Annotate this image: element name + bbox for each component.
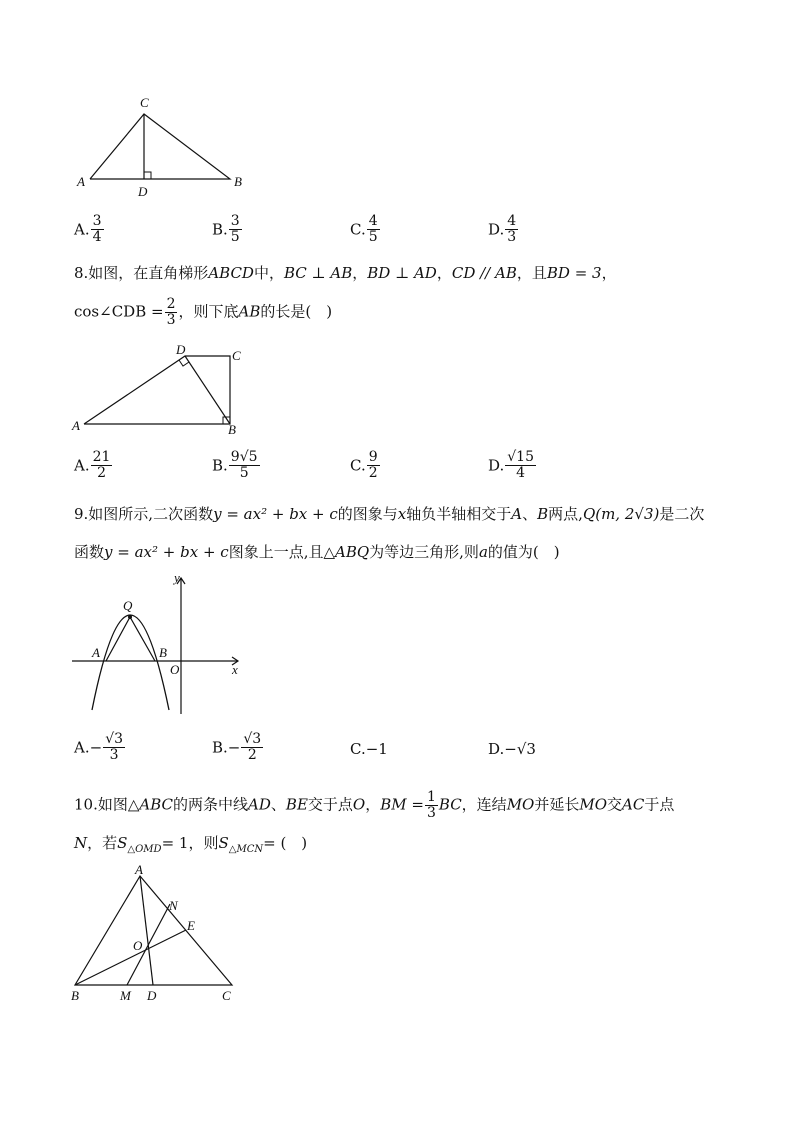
label-n: N [169,898,178,913]
q8-option-c[interactable]: C. $\frac{9}{2}$ [350,449,378,481]
q9-option-c[interactable]: C.−1 [350,740,388,758]
q9-line1: 9.如图所示,二次函数y = ax² + bx + c的图象与x轴负半轴相交于A、B两点,Q(m, 2√3)是二次 [74,505,705,523]
label-m: M [120,988,131,1003]
q9-option-a[interactable]: A.− $\frac{√3}{3}$ [74,731,124,763]
label-x: x [232,662,238,677]
label-c: C [222,988,231,1003]
q10-line2: N，若$S_{\triangle OMD}= 1$，则$S_{\triangle MCN}=$ ( ) [74,834,308,855]
q9-line2: 函数y = ax² + bx + c图象上一点,且△ABQ为等边三角形,则a的值为( ) [74,543,560,561]
label-a: A [135,862,143,877]
label-b: B [159,645,167,660]
q7-option-c[interactable]: C. $\frac{4}{5}$ [350,213,378,245]
label-e: E [187,918,195,933]
figure-q10-triangle-medians [65,862,250,1007]
q10-line1: 10.如图△ABC的两条中线AD、BE交于点O，BM = $\frac{1}{3}$ BC，连结MO并延长MO交AC于点 [74,789,675,821]
q9-option-b[interactable]: B.− $\frac{√3}{2}$ [212,731,262,763]
q8-option-a[interactable]: A. $\frac{21}{2}$ [74,449,111,481]
label-y: y [174,570,180,585]
label-c: C [232,348,241,363]
q7-option-a[interactable]: A. $\frac{3}{4}$ [74,213,102,245]
q7-option-b[interactable]: B. $\frac{3}{5}$ [212,213,240,245]
label-c: C [140,95,149,110]
label-b: B [228,422,236,437]
q8-option-b[interactable]: B. $\frac{9√5}{5}$ [212,449,258,481]
label-d: D [138,184,148,199]
figure-q7-triangle [70,92,260,202]
q8-option-d[interactable]: D. $\frac{√15}{4}$ [488,449,535,481]
figure-q8-trapezoid [70,342,260,437]
figure-q9-parabola [70,570,250,720]
label-o: O [170,662,180,677]
label-a: A [92,645,100,660]
label-o: O [133,938,143,953]
label-d: D [147,988,157,1003]
label-d: D [176,342,186,357]
label-a: A [72,418,80,433]
label-a: A [77,174,85,189]
q8-line1: 8.如图，在直角梯形ABCD中，BC ⊥ AB，BD ⊥ AD，CD // AB，且BD = 3， [74,264,617,282]
label-b: B [71,988,79,1003]
q7-option-d[interactable]: D. $\frac{4}{3}$ [488,213,517,245]
label-b: B [234,174,242,189]
label-q: Q [123,598,133,613]
q9-option-d[interactable]: D.−√3 [488,740,536,758]
q8-line2: cos∠CDB = $\frac{2}{3}$ ，则下底AB的长是( ) [74,296,333,328]
